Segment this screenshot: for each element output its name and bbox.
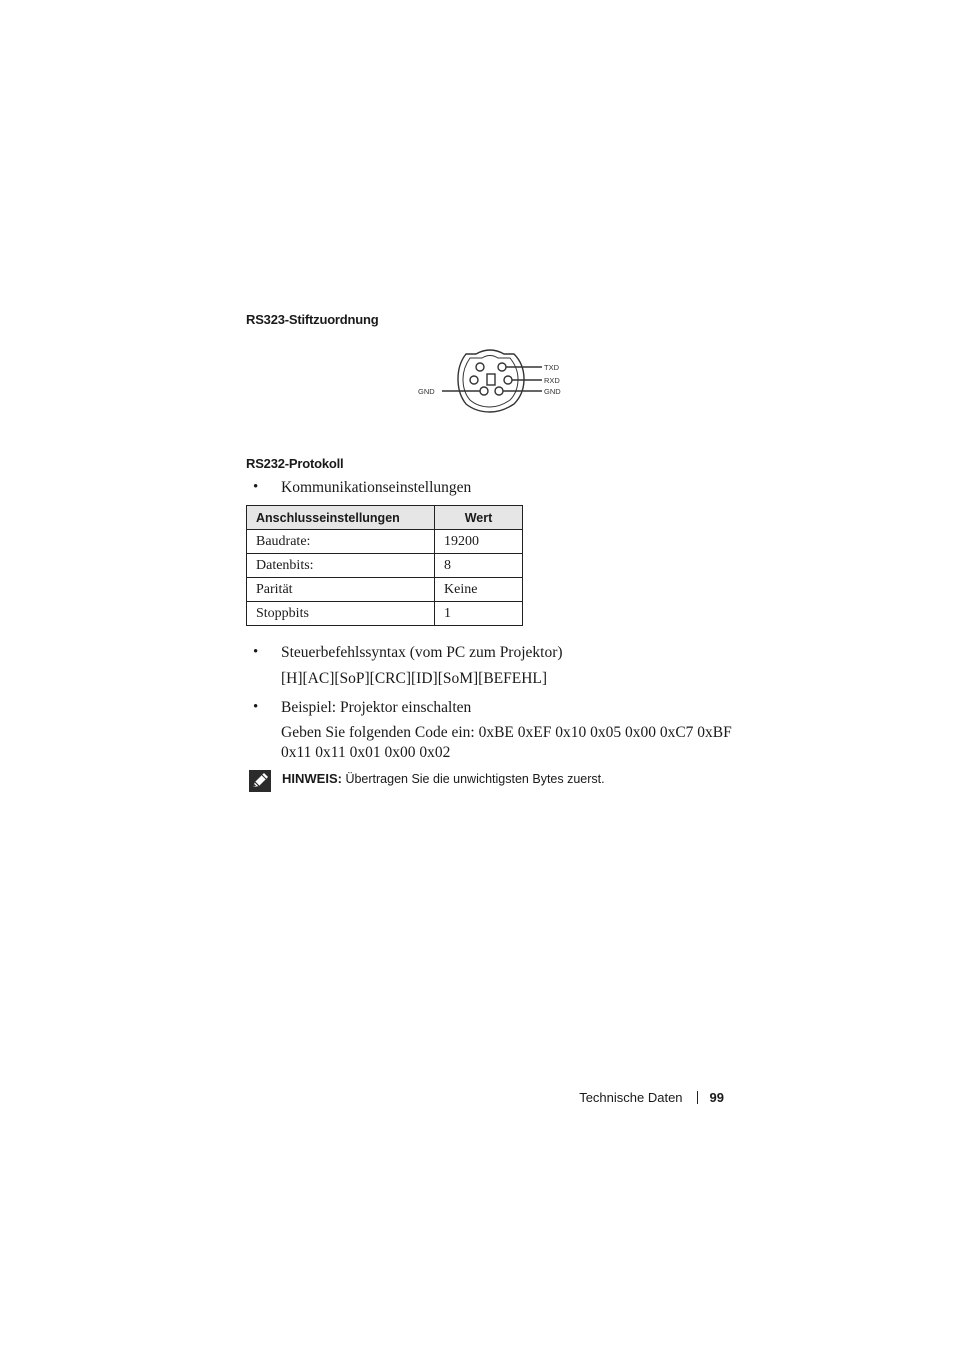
table-cell: Datenbits: (247, 554, 435, 578)
table-row (247, 602, 523, 626)
section-heading-pinout: RS323-Stiftzuordnung (246, 312, 379, 327)
settings-table (246, 505, 523, 626)
bullet-dot: • (253, 644, 259, 660)
pencil-note-icon (249, 770, 271, 792)
table-cell: Baudrate: (247, 530, 435, 554)
pin-5 (480, 387, 488, 395)
footer-section-title: Technische Daten (579, 1090, 683, 1105)
page-number: 99 (709, 1090, 724, 1105)
table-row (247, 530, 523, 554)
footer-divider (697, 1091, 698, 1104)
connector-outline (458, 350, 524, 412)
table-cell: Keine (435, 578, 523, 602)
pin-2 (498, 363, 506, 371)
column-header-value: Wert (435, 506, 523, 530)
mini-din-pinout-diagram (414, 342, 574, 416)
table-cell: 8 (435, 554, 523, 578)
note-text: Übertragen Sie die unwichtigsten Bytes zuerst. (345, 772, 605, 786)
table-row (247, 578, 523, 602)
command-syntax-text: [H][AC][SoP][CRC][ID][SoM][BEFEHL] (281, 670, 548, 687)
table-cell: Stoppbits (247, 602, 435, 626)
table-header-row (247, 506, 523, 530)
pin-label-gnd-right: GND (544, 387, 561, 396)
bullet-example: Beispiel: Projektor einschalten (281, 699, 472, 716)
example-code-line-1: Geben Sie folgenden Code ein: 0xBE 0xEF 0x10 0x05 0x00 0xC7 0xBF (281, 724, 732, 741)
table-cell: 1 (435, 602, 523, 626)
example-code-line-2: 0x11 0x11 0x01 0x00 0x02 (281, 744, 451, 761)
column-header-setting: Anschlusseinstellungen (247, 506, 435, 530)
bullet-dot: • (253, 479, 259, 495)
pin-label-rxd: RXD (544, 376, 560, 385)
bullet-dot: • (253, 699, 259, 715)
bullet-command-syntax: Steuerbefehlssyntax (vom PC zum Projektor) (281, 644, 563, 661)
table-row (247, 554, 523, 578)
bullet-communication-settings: Kommunikationseinstellungen (281, 479, 472, 496)
pin-label-gnd-left: GND (418, 387, 435, 396)
note-label: HINWEIS: (282, 771, 342, 786)
pin-6 (495, 387, 503, 395)
table-cell: Parität (247, 578, 435, 602)
section-heading-protocol: RS232-Protokoll (246, 456, 344, 471)
pin-label-txd: TXD (544, 363, 559, 372)
center-key (487, 374, 495, 385)
pin-1 (476, 363, 484, 371)
pin-3 (470, 376, 478, 384)
table-cell: 19200 (435, 530, 523, 554)
pin-4 (504, 376, 512, 384)
page-footer (579, 1090, 724, 1105)
note (282, 771, 605, 786)
